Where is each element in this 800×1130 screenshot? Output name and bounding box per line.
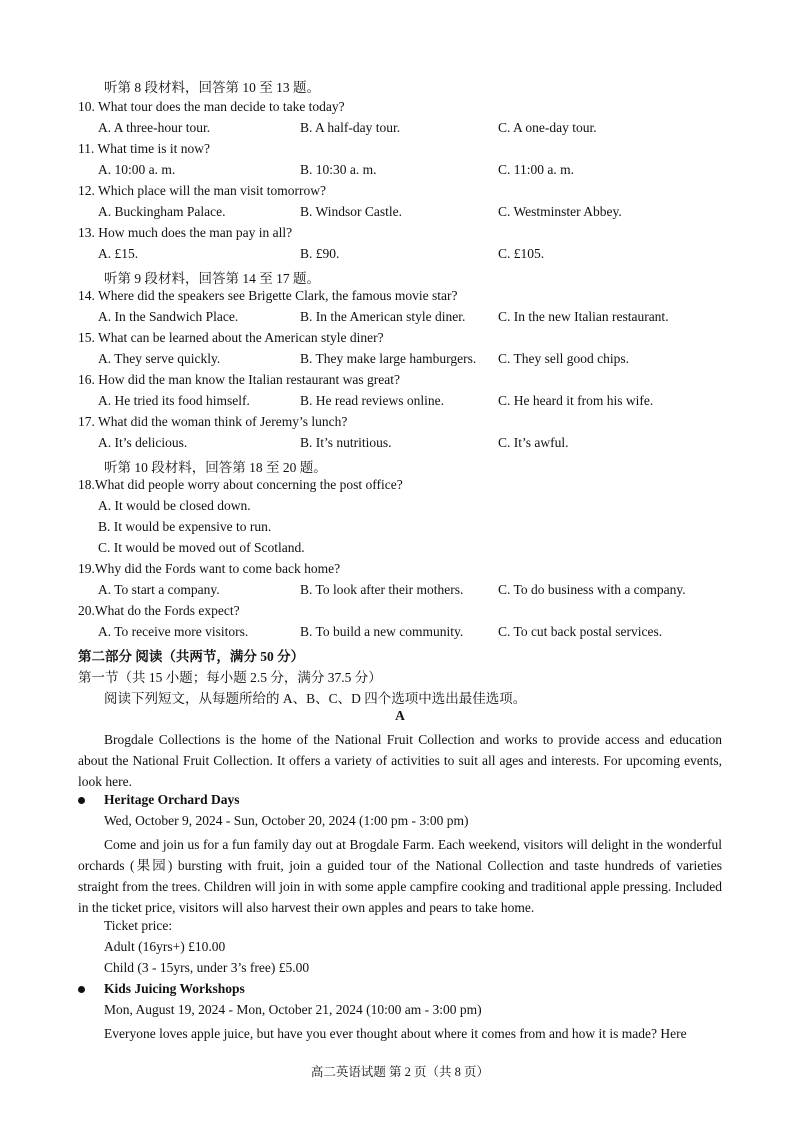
- question-20: 20.What do the Fords expect?: [78, 603, 240, 618]
- question-13: 13. How much does the man pay in all?: [78, 225, 293, 240]
- option-b: B. They make large hamburgers.: [300, 351, 477, 366]
- option-a: A. It’s delicious.: [98, 435, 188, 450]
- question-15: 15. What can be learned about the American style diner?: [78, 330, 384, 345]
- question-19: 19.Why did the Fords want to come back home?: [78, 561, 341, 576]
- options-20: [98, 624, 738, 642]
- ticket-child: Child (3 - 15yrs, under 3’s free) £5.00: [104, 960, 310, 975]
- question-18: 18.What did people worry about concerning the post office?: [78, 477, 403, 492]
- part2-section1: 第一节（共 15 小题；每小题 2.5 分，满分 37.5 分）: [78, 670, 382, 685]
- options-16: [98, 393, 738, 411]
- option-b: B. It would be expensive to run.: [98, 519, 272, 534]
- option-c: C. To cut back postal services.: [498, 624, 663, 639]
- section-intro-9: 听第 9 段材料，回答第 14 至 17 题。: [104, 271, 320, 286]
- option-b: B. 10:30 a. m.: [300, 162, 377, 177]
- option-a: A. He tried its food himself.: [98, 393, 250, 408]
- option-a: A. £15.: [98, 246, 139, 261]
- options-10: [98, 120, 738, 138]
- options-14: [98, 309, 738, 327]
- event-dates: Mon, August 19, 2024 - Mon, October 21, 2024 (10:00 am - 3:00 pm): [104, 1002, 482, 1017]
- option-b: B. In the American style diner.: [300, 309, 466, 324]
- option-b: B. To look after their mothers.: [300, 582, 464, 597]
- question-10: 10. What tour does the man decide to take today?: [78, 99, 345, 114]
- option-c: C. It’s awful.: [498, 435, 569, 450]
- bullet-icon: [78, 986, 85, 993]
- option-a: A. They serve quickly.: [98, 351, 221, 366]
- option-a: A. A three-hour tour.: [98, 120, 211, 135]
- option-c: C. In the new Italian restaurant.: [498, 309, 669, 324]
- option-a: A. To receive more visitors.: [98, 624, 249, 639]
- section-intro-10: 听第 10 段材料，回答第 18 至 20 题。: [104, 460, 327, 475]
- question-17: 17. What did the woman think of Jeremy’s lunch?: [78, 414, 348, 429]
- options-17: [98, 435, 738, 453]
- option-a: A. It would be closed down.: [98, 498, 251, 513]
- ticket-label: Ticket price:: [104, 918, 173, 933]
- options-11: [98, 162, 738, 180]
- event-description: Everyone loves apple juice, but have you ever thought about where it comes from and how it is made? Here: [104, 1026, 687, 1041]
- event-dates: Wed, October 9, 2024 - Sun, October 20, 2024 (1:00 pm - 3:00 pm): [104, 813, 469, 828]
- option-a: A. To start a company.: [98, 582, 220, 597]
- option-c: C. A one-day tour.: [498, 120, 597, 135]
- option-c: C. £105.: [498, 246, 545, 261]
- option-c: C. They sell good chips.: [498, 351, 629, 366]
- question-12: 12. Which place will the man visit tomorrow?: [78, 183, 326, 198]
- question-16: 16. How did the man know the Italian restaurant was great?: [78, 372, 401, 387]
- option-b: B. It’s nutritious.: [300, 435, 392, 450]
- question-14: 14. Where did the speakers see Brigette Clark, the famous movie star?: [78, 288, 458, 303]
- option-a: A. In the Sandwich Place.: [98, 309, 239, 324]
- passage-intro: Brogdale Collections is the home of the National Fruit Collection and works to provide access and education about the National Fruit Collection. It offers a variety of activities to suit all ages and interests. For upcoming events, look here.: [78, 732, 722, 789]
- option-c: C. 11:00 a. m.: [498, 162, 574, 177]
- passage-letter: A: [395, 708, 405, 723]
- option-b: B. £90.: [300, 246, 340, 261]
- options-13: [98, 246, 738, 264]
- option-c: C. He heard it from his wife.: [498, 393, 654, 408]
- option-a: A. Buckingham Palace.: [98, 204, 226, 219]
- option-b: B. A half-day tour.: [300, 120, 401, 135]
- question-11: 11. What time is it now?: [78, 141, 210, 156]
- part2-title: 第二部分 阅读（共两节，满分 50 分）: [78, 649, 305, 664]
- options-15: [98, 351, 738, 369]
- ticket-adult: Adult (16yrs+) £10.00: [104, 939, 226, 954]
- part2-instruction: 阅读下列短文，从每题所给的 A、B、C、D 四个选项中选出最佳选项。: [104, 691, 527, 706]
- option-b: B. To build a new community.: [300, 624, 464, 639]
- options-19: [98, 582, 738, 600]
- option-b: B. He read reviews online.: [300, 393, 444, 408]
- page-footer: 高二英语试题 第 2 页（共 8 页）: [310, 1065, 490, 1079]
- section-intro-8: 听第 8 段材料，回答第 10 至 13 题。: [104, 80, 320, 95]
- option-c: C. It would be moved out of Scotland.: [98, 540, 305, 555]
- event-description: Come and join us for a fun family day out at Brogdale Farm. Each weekend, visitors will delight in the wonderful orchards (果园) bursting with fruit, join a guided tour of the National Collection and taste hundreds of varieties straight from the trees. Children will join in with some apple campfire cooking and traditional apple pressing. Included in the ticket price, visitors will also harvest their own apples and pears to take home.: [78, 837, 722, 915]
- option-b: B. Windsor Castle.: [300, 204, 402, 219]
- option-c: C. Westminster Abbey.: [498, 204, 622, 219]
- event-title-juicing: Kids Juicing Workshops: [104, 981, 245, 996]
- option-c: C. To do business with a company.: [498, 582, 686, 597]
- bullet-icon: [78, 797, 85, 804]
- event-title-heritage: Heritage Orchard Days: [104, 792, 240, 807]
- option-a: A. 10:00 a. m.: [98, 162, 176, 177]
- options-12: [98, 204, 738, 222]
